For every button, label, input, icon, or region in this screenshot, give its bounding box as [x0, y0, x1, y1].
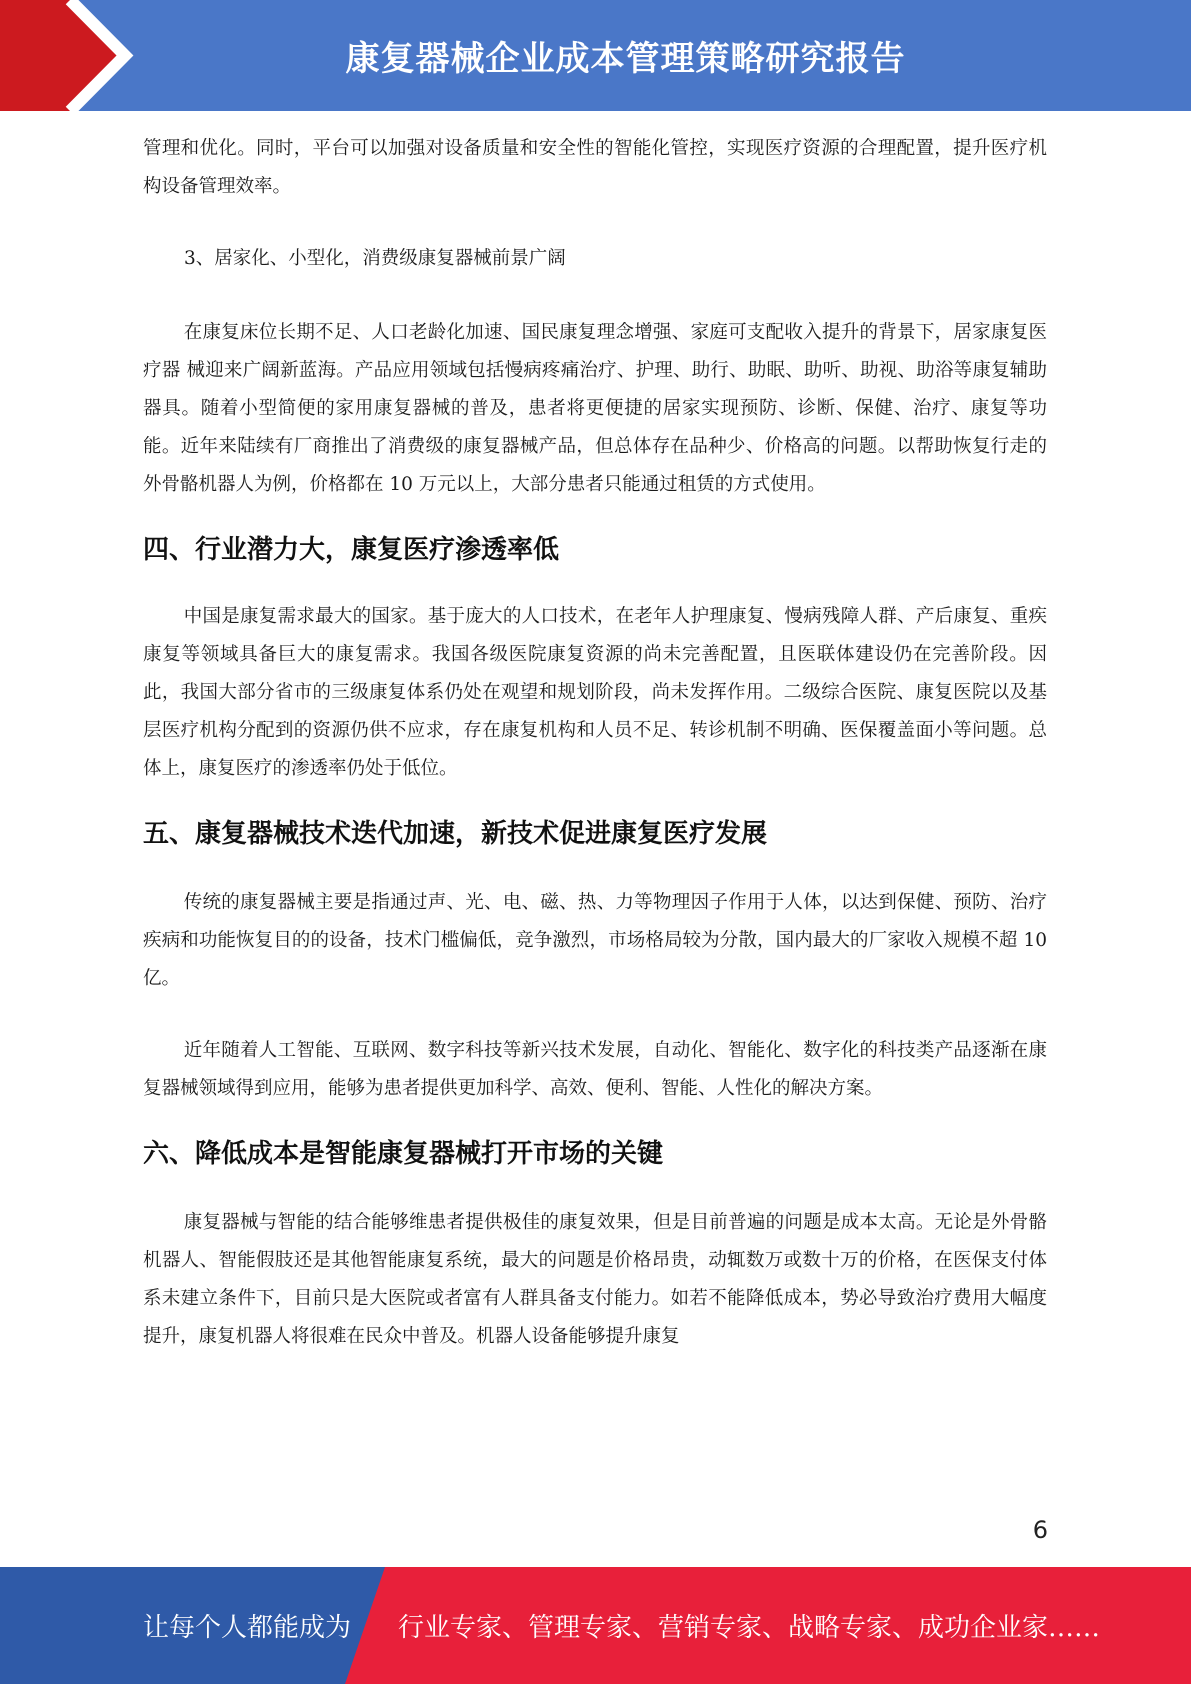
paragraph: 在康复床位长期不足、人口老龄化加速、国民康复理念增强、家庭可支配收入提升的背景下，居家康复医疗器 械迎来广阔新蓝海。产品应用领域包括慢病疼痛治疗、护理、助行、助眠、助听、助视、助浴等康复辅助器具。随着小型简便的家用康复器械的普及，患者将更便捷的居家实现预防、诊断、保健、治疗、康复等功能。近年来陆续有厂商推出了消费级的康复器械产品，但总体存在品种少、价格高的问题。以帮助恢复行走的外骨骼机器人为例，价格都在 10 万元以上，大部分患者只能通过租赁的方式使用。 [143, 322, 1047, 495]
document-body [143, 130, 1047, 1356]
paragraph: 康复器械与智能的结合能够维患者提供极佳的康复效果，但是目前普遍的问题是成本太高。无论是外骨骼机器人、智能假肢还是其他智能康复系统，最大的问题是价格昂贵，动辄数万或数十万的价格，在医保支付体系未建立条件下，目前只是大医院或者富有人群具备支付能力。如若不能降低成本，势必导致治疗费用大幅度提升，康复机器人将很难在民众中普及。机器人设备能够提升康复 [143, 1212, 1047, 1347]
section-heading: 四、行业潜力大，康复医疗渗透率低 [143, 535, 560, 565]
section-heading: 六、降低成本是智能康复器械打开市场的关键 [143, 1139, 664, 1169]
paragraph: 传统的康复器械主要是指通过声、光、电、磁、热、力等物理因子作用于人体，以达到保健、预防、治疗疾病和功能恢复目的的设备，技术门槛偏低，竞争激烈，市场格局较为分散，国内最大的厂家收入规模不超 10 亿。 [143, 892, 1047, 989]
page-number: 6 [1032, 1516, 1048, 1544]
subsection-heading: 3、居家化、小型化，消费级康复器械前景广阔 [184, 248, 566, 269]
paragraph: 近年随着人工智能、互联网、数字科技等新兴技术发展，自动化、智能化、数字化的科技类产品逐渐在康复器械领域得到应用，能够为患者提供更加科学、高效、便利、智能、人性化的解决方案。 [143, 1040, 1047, 1099]
section-heading: 五、康复器械技术迭代加速，新技术促进康复医疗发展 [143, 819, 768, 849]
footer-slogan-left: 让每个人都能成为 [143, 1613, 352, 1643]
footer-banner [0, 1567, 1191, 1684]
report-title: 康复器械企业成本管理策略研究报告 [345, 39, 906, 79]
paragraph: 管理和优化。同时，平台可以加强对设备质量和安全性的智能化管控，实现医疗资源的合理配置，提升医疗机构设备管理效率。 [143, 138, 1047, 197]
footer-slogan-right: 行业专家、管理专家、营销专家、战略专家、成功企业家…… [398, 1613, 1101, 1643]
chevron-arrow-icon [0, 0, 160, 111]
header-banner [0, 0, 1191, 111]
paragraph: 中国是康复需求最大的国家。基于庞大的人口技术，在老年人护理康复、慢病残障人群、产后康复、重疾康复等领域具备巨大的康复需求。我国各级医院康复资源的尚未完善配置，且医联体建设仍在完善阶段。因此，我国大部分省市的三级康复体系仍处在观望和规划阶段，尚未发挥作用。二级综合医院、康复医院以及基层医疗机构分配到的资源仍供不应求，存在康复机构和人员不足、转诊机制不明确、医保覆盖面小等问题。总体上，康复医疗的渗透率仍处于低位。 [143, 606, 1047, 779]
